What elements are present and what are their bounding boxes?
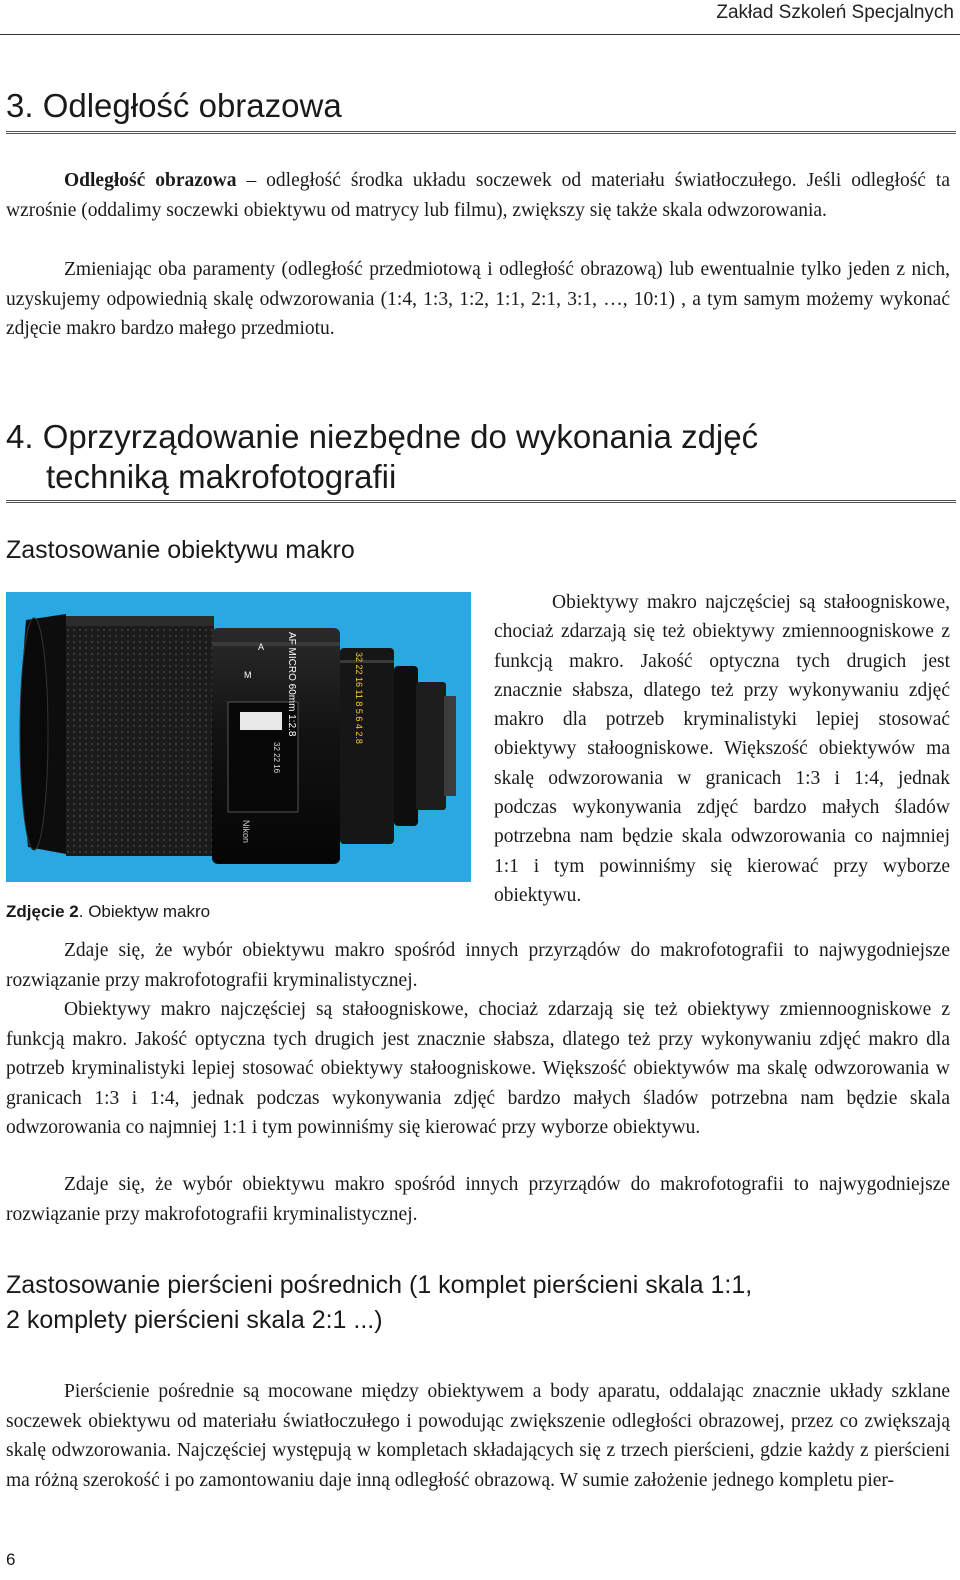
brand-logo: Nikon (241, 820, 251, 844)
paragraph-macro-choice-2: Zdaje się, że wybór obiektywu makro spośród innych przyrządów do makrofotografii to najwygodniejsze rozwiązanie przy makrofotografii kryminalistycznej. (6, 1174, 950, 1225)
section-4-title-line-1: 4. Oprzyrządowanie niezbędne do wykonania zdjęć (6, 418, 759, 455)
camera-lens-photo-icon (6, 592, 471, 882)
section-3-paragraph-1 (6, 166, 950, 225)
paragraph-extension-rings: Pierścienie pośrednie są mocowane między obiektywem a body aparatu, oddalając znacznie układy szklane soczewek obiektywu od materiału światłoczułego i powodując zwiększenie odległości obrazowej, przez co zwiększają skalę odwzorowania. Najczęściej występują w kompletach składających się z trzech pierścieni, gdzie każdy z pierścieni ma różną szerokość i po zamontowaniu daje inną odległość obrazową. W sumie założenie jednego kompletu pier- (6, 1381, 950, 1491)
section-4-title-line-2: techniką makrofotografii (46, 458, 397, 495)
figure-caption (6, 902, 210, 922)
subsection-extension-rings-line-2: 2 komplety pierścieni skala 2:1 ...) (6, 1306, 383, 1334)
term-odleglosc-obrazowa: Odległość obrazowa (64, 170, 237, 191)
lens-mode-m-mark: M (244, 670, 252, 680)
figure-caption-label: Zdjęcie 2 (6, 902, 79, 921)
paragraph-macro-choice-1: Zdaje się, że wybór obiektywu makro spośród innych przyrządów do makrofotografii to najwygodniejsze rozwiązanie przy makrofotografii kryminalistycznej. (6, 940, 950, 991)
running-header: Zakład Szkoleń Specjalnych (716, 2, 954, 23)
lens-model-marking: AF MICRO 60mm 1:2.8 (286, 632, 297, 737)
macro-lens-side-text: Obiektywy makro najczęściej są stałoogniskowe, chociaż zdarzają się też obiektywy zmiennoogniskowe z funkcją makro. Jakość optyczna tych drugich jest znacznie słabsza, dlatego też przy wykonywaniu zdjęć makro dla potrzeb kryminalistyki lepiej stosować obiektywy stałoogniskowe. Większość obiektywów ma skalę odwzorowania w granicach 1:3 i 1:4, jednak podczas wykonywania zdjęć bardzo małych śladów potrzebna nam będzie skala odwzorowania co najmniej 1:1 i tym powinniśmy się kierować przy wyborze obiektywu. (494, 592, 950, 906)
header-rule (0, 34, 960, 35)
lens-mode-a-mark: A (258, 642, 265, 652)
definition-text: – odległość środka układu soczewek od materiału światłoczułego. Jeśli odległość ta wzrośnie (oddalimy soczewki obiektywu od matrycy lub filmu), zwiększy się także skala odwzorowania. (6, 170, 951, 221)
macro-lens-photo (6, 592, 471, 882)
section-3-title: 3. Odległość obrazowa (6, 87, 342, 124)
section-4-title (6, 417, 758, 497)
subsection-extension-rings-line-1: Zastosowanie pierścieni pośrednich (1 komplet pierścieni skala 1:1, (6, 1271, 753, 1299)
subsection-extension-rings-title (6, 1268, 752, 1338)
section-3-paragraph-2: Zmieniając oba paramenty (odległość przedmiotową i odległość obrazową) lub ewentualnie tylko jeden z nich, uzyskujemy odpowiednią skalę odwzorowania (1:4, 1:3, 1:2, 1:1, 2:1, 3:1, …, 10:1) , a tym samym możemy wykonać zdjęcie makro bardzo małego przedmiotu. (6, 259, 950, 339)
page-number: 6 (6, 1550, 16, 1569)
aperture-scale-marking: 32 22 16 11 8 5.6 4 2.8 (354, 652, 364, 744)
figure-caption-text: . Obiektyw makro (78, 902, 211, 921)
section-3-title-rule (6, 131, 956, 134)
section-4-title-rule (6, 500, 956, 503)
depth-scale-marking: 32 22 16 (272, 742, 281, 774)
paragraph-macro-lenses: Obiektywy makro najczęściej są stałoogniskowe, chociaż zdarzają się też obiektywy zmiennoogniskowe z funkcją makro. Jakość optyczna tych drugich jest znacznie słabsza, dlatego też przy wykonywaniu zdjęć makro dla potrzeb kryminalistyki lepiej stosować obiektywy stałoogniskowe. Większość obiektywów ma skalę odwzorowania w granicach 1:3 i 1:4, jednak podczas wykonywania zdjęć bardzo małych śladów potrzebna nam będzie skala odwzorowania co najmniej 1:1 i tym powinniśmy się kierować przy wyborze obiektywu. (6, 999, 950, 1138)
subsection-macro-lens-title: Zastosowanie obiektywu makro (6, 536, 355, 564)
